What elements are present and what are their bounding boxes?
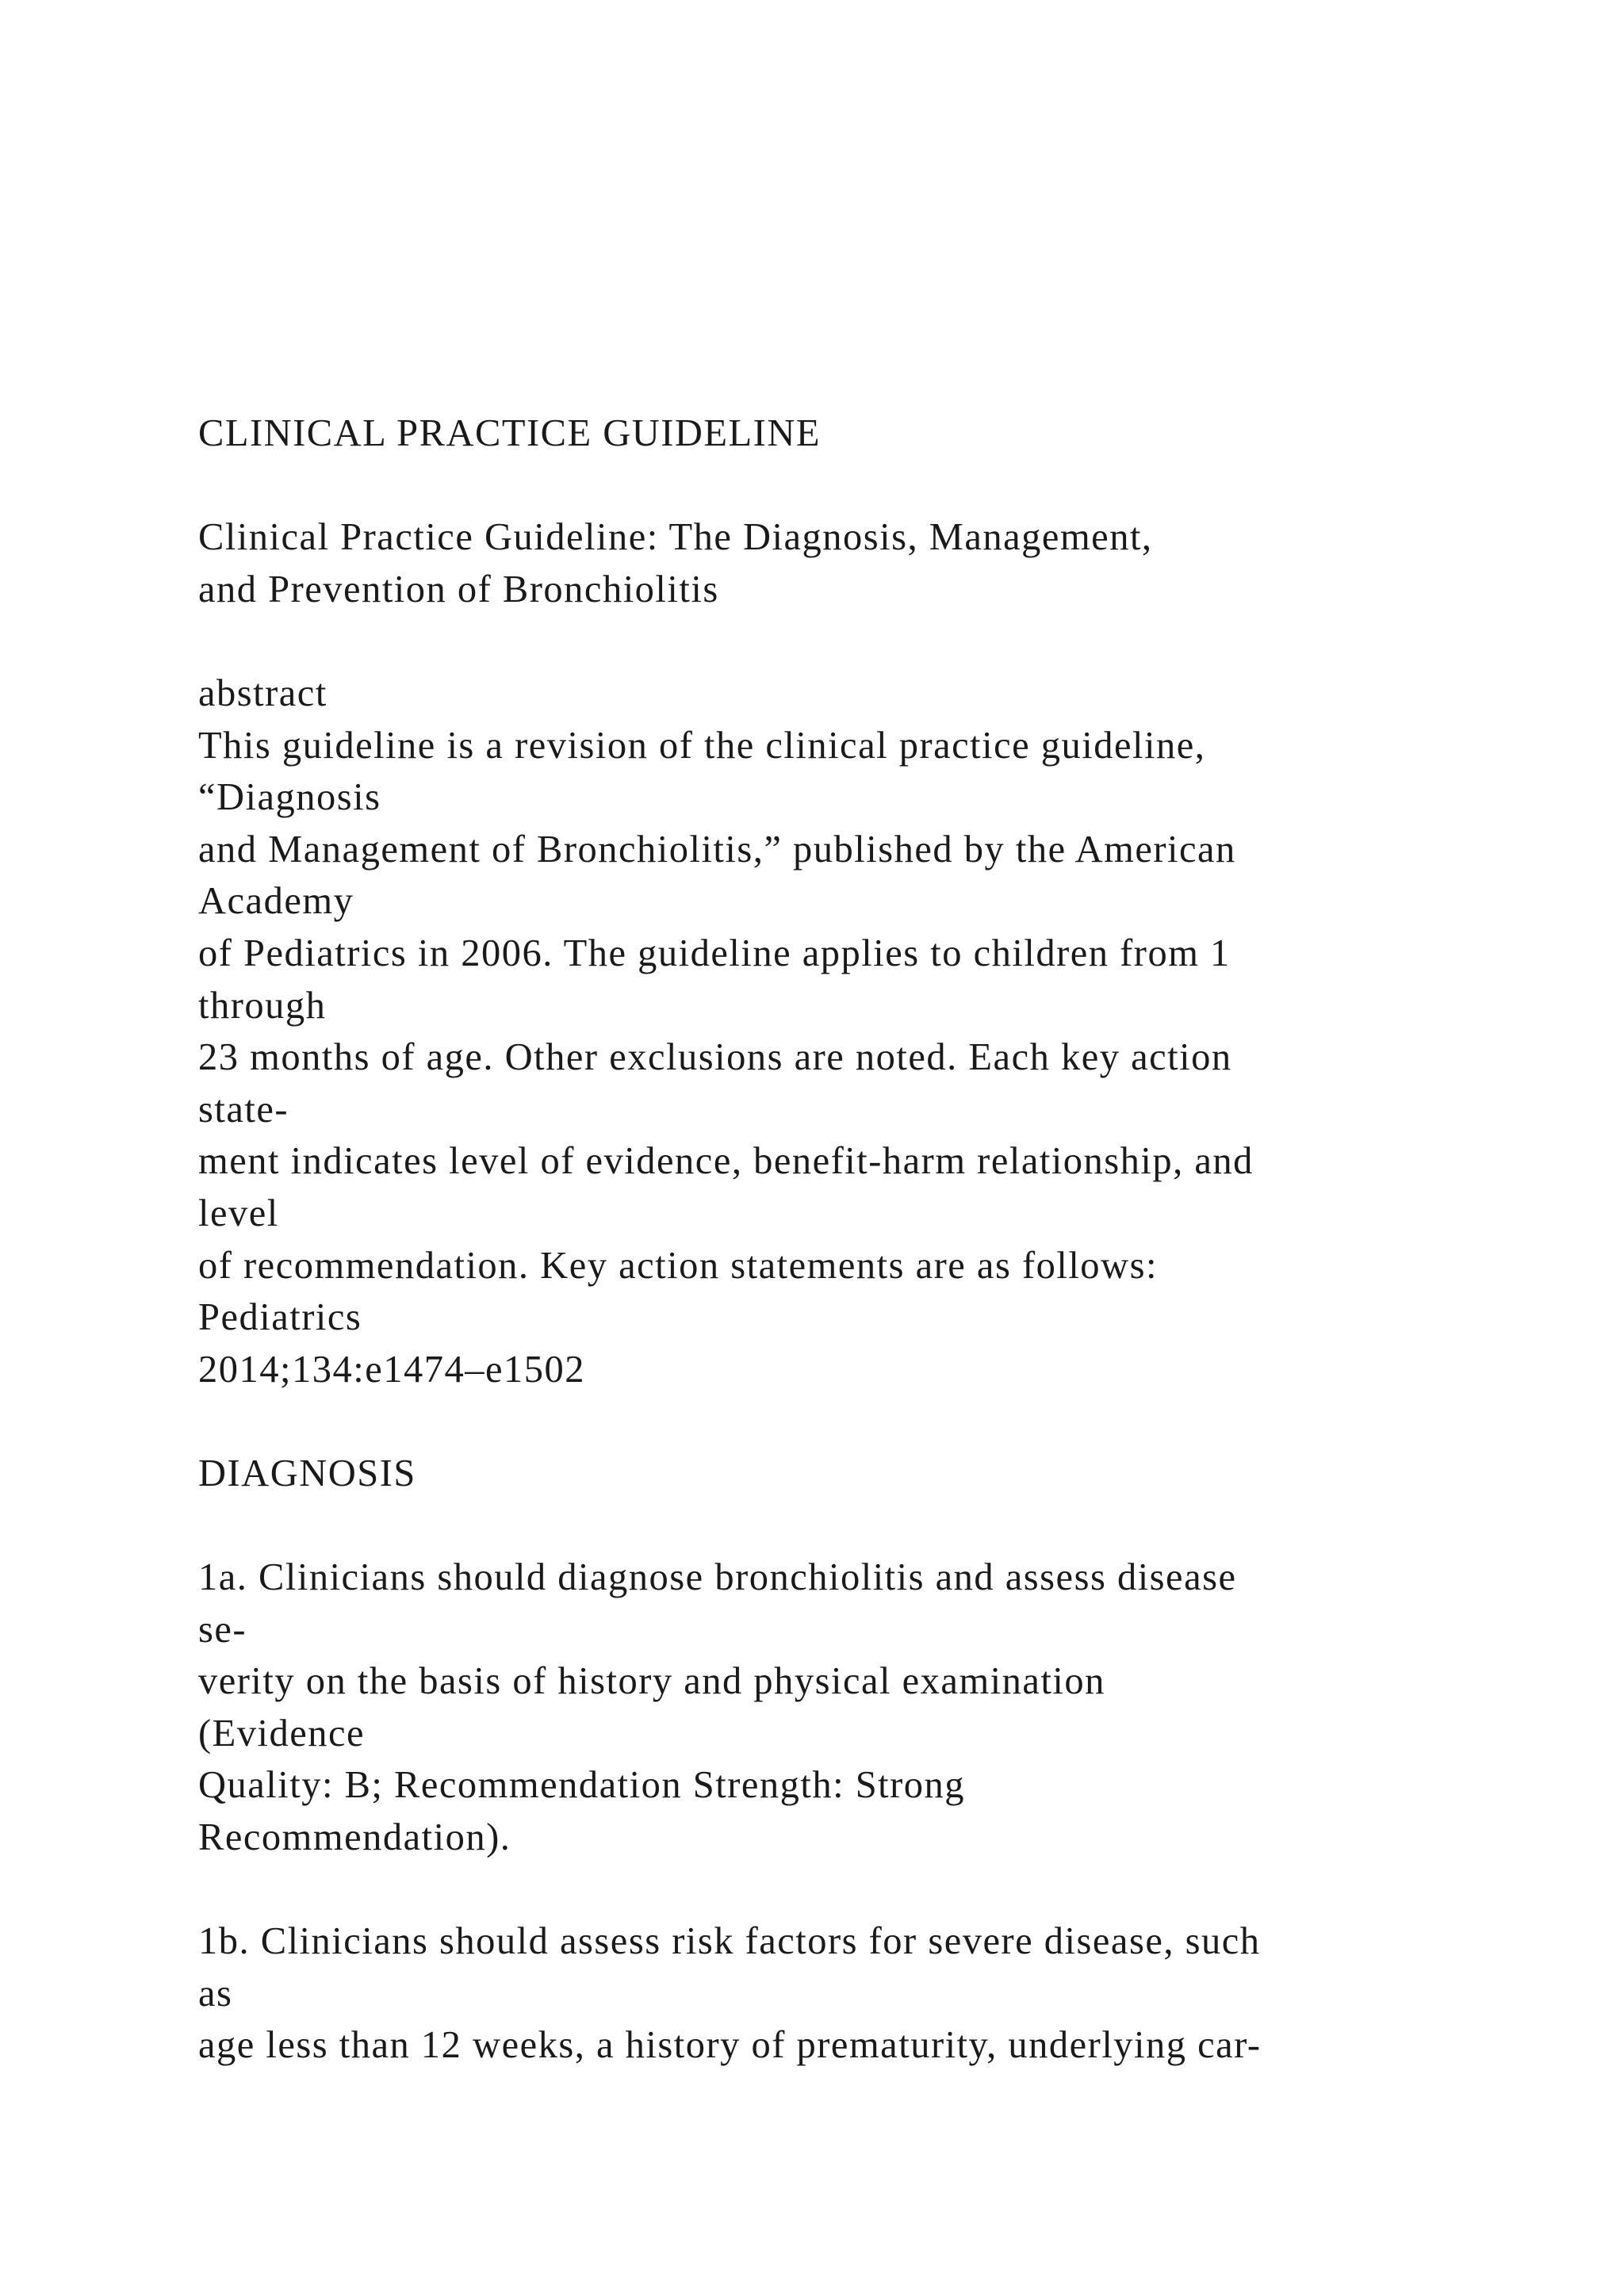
abstract-line: Academy <box>198 880 354 923</box>
spacer <box>198 615 1546 668</box>
spacer <box>198 460 1546 512</box>
spacer <box>198 1395 1546 1448</box>
title-line-1: Clinical Practice Guideline: The Diagnosis, Management, <box>198 516 1153 559</box>
abstract-line: of Pediatrics in 2006. The guideline applies to children from 1 <box>198 932 1231 974</box>
item-1b-line: age less than 12 weeks, a history of prematurity, underlying car- <box>198 2024 1262 2067</box>
abstract-line: 23 months of age. Other exclusions are noted. Each key action <box>198 1036 1232 1079</box>
section-heading-diagnosis: DIAGNOSIS <box>198 1452 416 1494</box>
abstract-line: and Management of Bronchiolitis,” published by the American <box>198 828 1236 871</box>
item-1a-line: se- <box>198 1608 247 1651</box>
document-header: CLINICAL PRACTICE GUIDELINE <box>198 412 821 454</box>
item-1a-line: verity on the basis of history and physical examination <box>198 1660 1105 1703</box>
abstract-line: Pediatrics <box>198 1296 362 1339</box>
abstract-line: through <box>198 984 327 1027</box>
abstract-line: of recommendation. Key action statements are as follows: <box>198 1244 1158 1287</box>
abstract-line: This guideline is a revision of the clinical practice guideline, <box>198 724 1206 767</box>
item-1a-line: Quality: B; Recommendation Strength: Strong <box>198 1764 966 1807</box>
abstract-line: level <box>198 1192 279 1234</box>
document-body <box>198 408 1546 2072</box>
title-line-2: and Prevention of Bronchiolitis <box>198 568 719 610</box>
abstract-line: state- <box>198 1088 289 1131</box>
spacer <box>198 1499 1546 1552</box>
item-1b-line: as <box>198 1972 233 2015</box>
item-1a-line: (Evidence <box>198 1712 366 1755</box>
abstract-line: “Diagnosis <box>198 776 381 819</box>
abstract-line: ment indicates level of evidence, benefit-harm relationship, and <box>198 1140 1254 1183</box>
item-1a-line: 1a. Clinicians should diagnose bronchiolitis and assess disease <box>198 1556 1237 1599</box>
spacer <box>198 1864 1546 1916</box>
item-1a-line: Recommendation). <box>198 1816 511 1859</box>
item-1b-line: 1b. Clinicians should assess risk factors for severe disease, such <box>198 1920 1261 1963</box>
abstract-line: 2014;134:e1474–e1502 <box>198 1348 586 1391</box>
abstract-heading: abstract <box>198 672 327 714</box>
